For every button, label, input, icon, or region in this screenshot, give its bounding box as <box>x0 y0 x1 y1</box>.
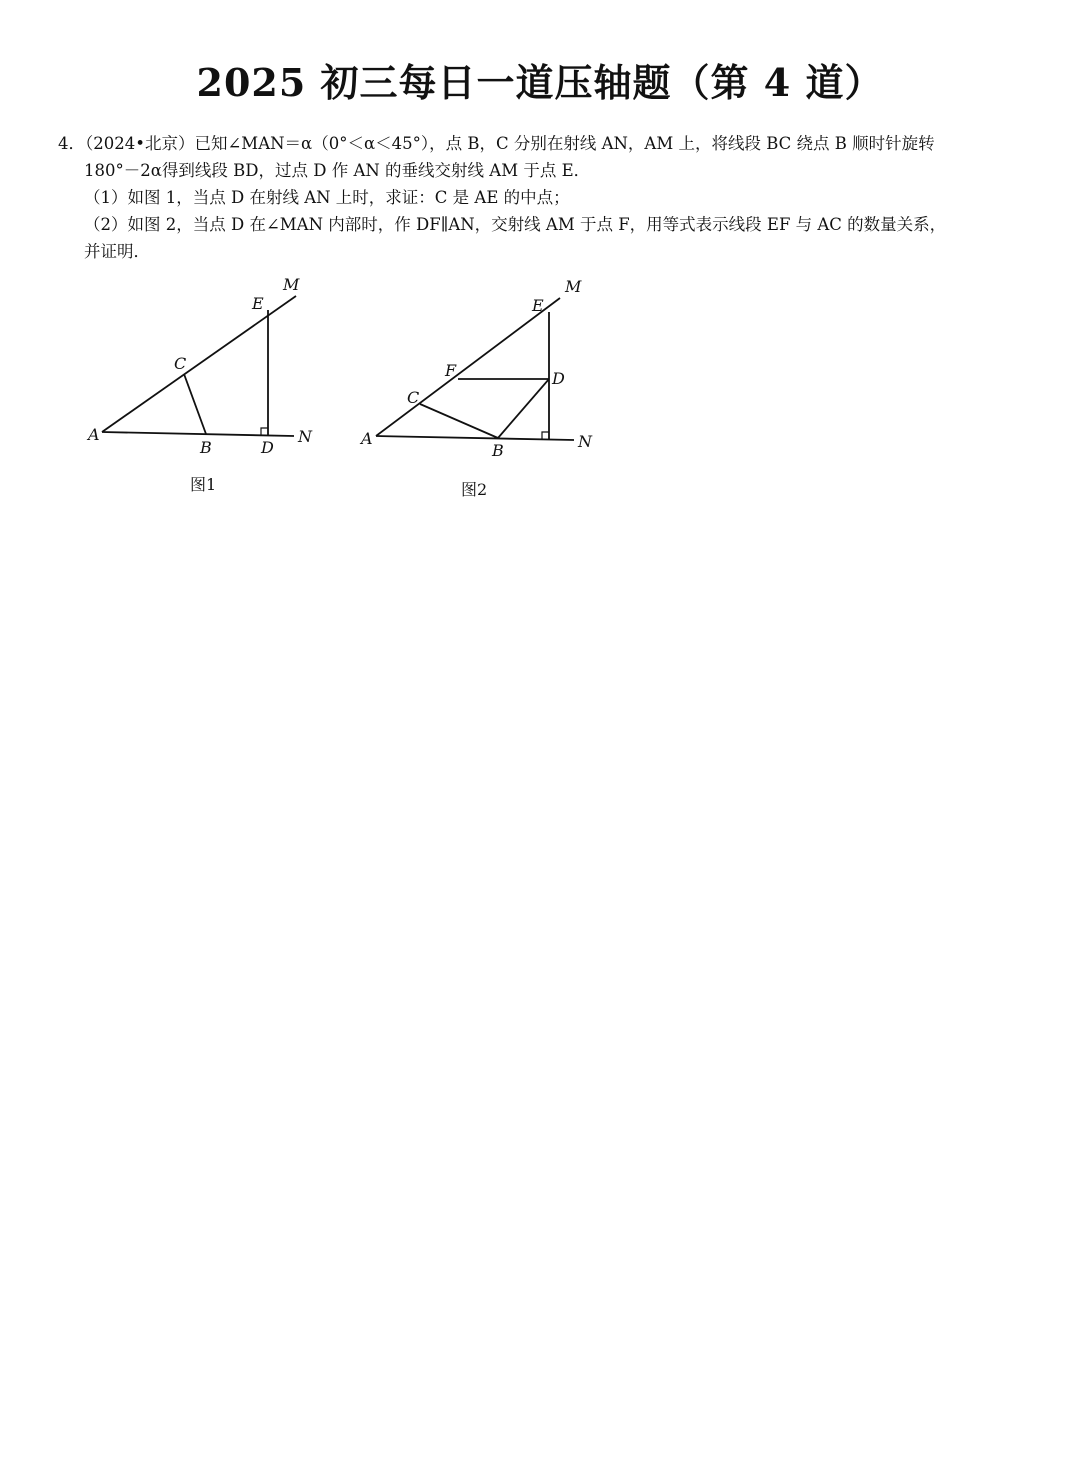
problem-part-2a: （2）如图 2，当点 D 在∠MAN 内部时，作 DF∥AN，交射线 AM 于点 F，用等式表示线段 EF 与 AC 的数量关系， <box>84 215 947 234</box>
label-d: D <box>261 438 274 457</box>
label-b: B <box>492 441 504 460</box>
problem-statement-1: 已知∠MAN＝α（0°＜α＜45°），点 B，C 分别在射线 AN，AM 上，将线段 BC 绕点 B 顺时针旋转 <box>194 134 935 153</box>
ray-am <box>376 298 560 436</box>
segment-cb <box>420 404 498 438</box>
problem-line-1 <box>58 130 1048 157</box>
problem-source: （2024•北京） <box>85 134 195 153</box>
segment-bd <box>498 379 549 438</box>
figure-1 <box>80 270 340 470</box>
figure-1-caption: 图1 <box>190 475 217 494</box>
problem-part-1: （1）如图 1，当点 D 在射线 AN 上时，求证：C 是 AE 的中点； <box>84 188 570 207</box>
problem-text <box>58 130 1048 265</box>
label-b: B <box>200 438 212 457</box>
label-e: E <box>252 294 264 313</box>
label-d: D <box>552 369 565 388</box>
right-angle-mark <box>542 432 549 439</box>
label-e: E <box>532 296 544 315</box>
problem-statement-2: 180°－2α得到线段 BD，过点 D 作 AN 的垂线交射线 AM 于点 E． <box>84 161 591 180</box>
problem-number: 4． <box>58 134 85 153</box>
ray-an <box>376 436 574 440</box>
label-m: M <box>283 275 300 294</box>
label-a: A <box>361 429 373 448</box>
label-n: N <box>578 432 592 451</box>
page-title: 2025 初三每日一道压轴题（第 4 道） <box>196 60 884 105</box>
problem-part-2b: 并证明． <box>84 242 150 261</box>
figure-2 <box>355 270 605 470</box>
right-angle-mark <box>261 428 268 435</box>
segment-cb <box>184 374 206 434</box>
label-c: C <box>174 354 187 373</box>
label-m: M <box>565 277 582 296</box>
ray-am <box>102 296 296 432</box>
figure-2-caption: 图2 <box>461 480 488 499</box>
label-f: F <box>445 361 457 380</box>
label-n: N <box>298 427 312 446</box>
label-c: C <box>407 388 420 407</box>
ray-an <box>102 432 294 436</box>
label-a: A <box>88 425 100 444</box>
